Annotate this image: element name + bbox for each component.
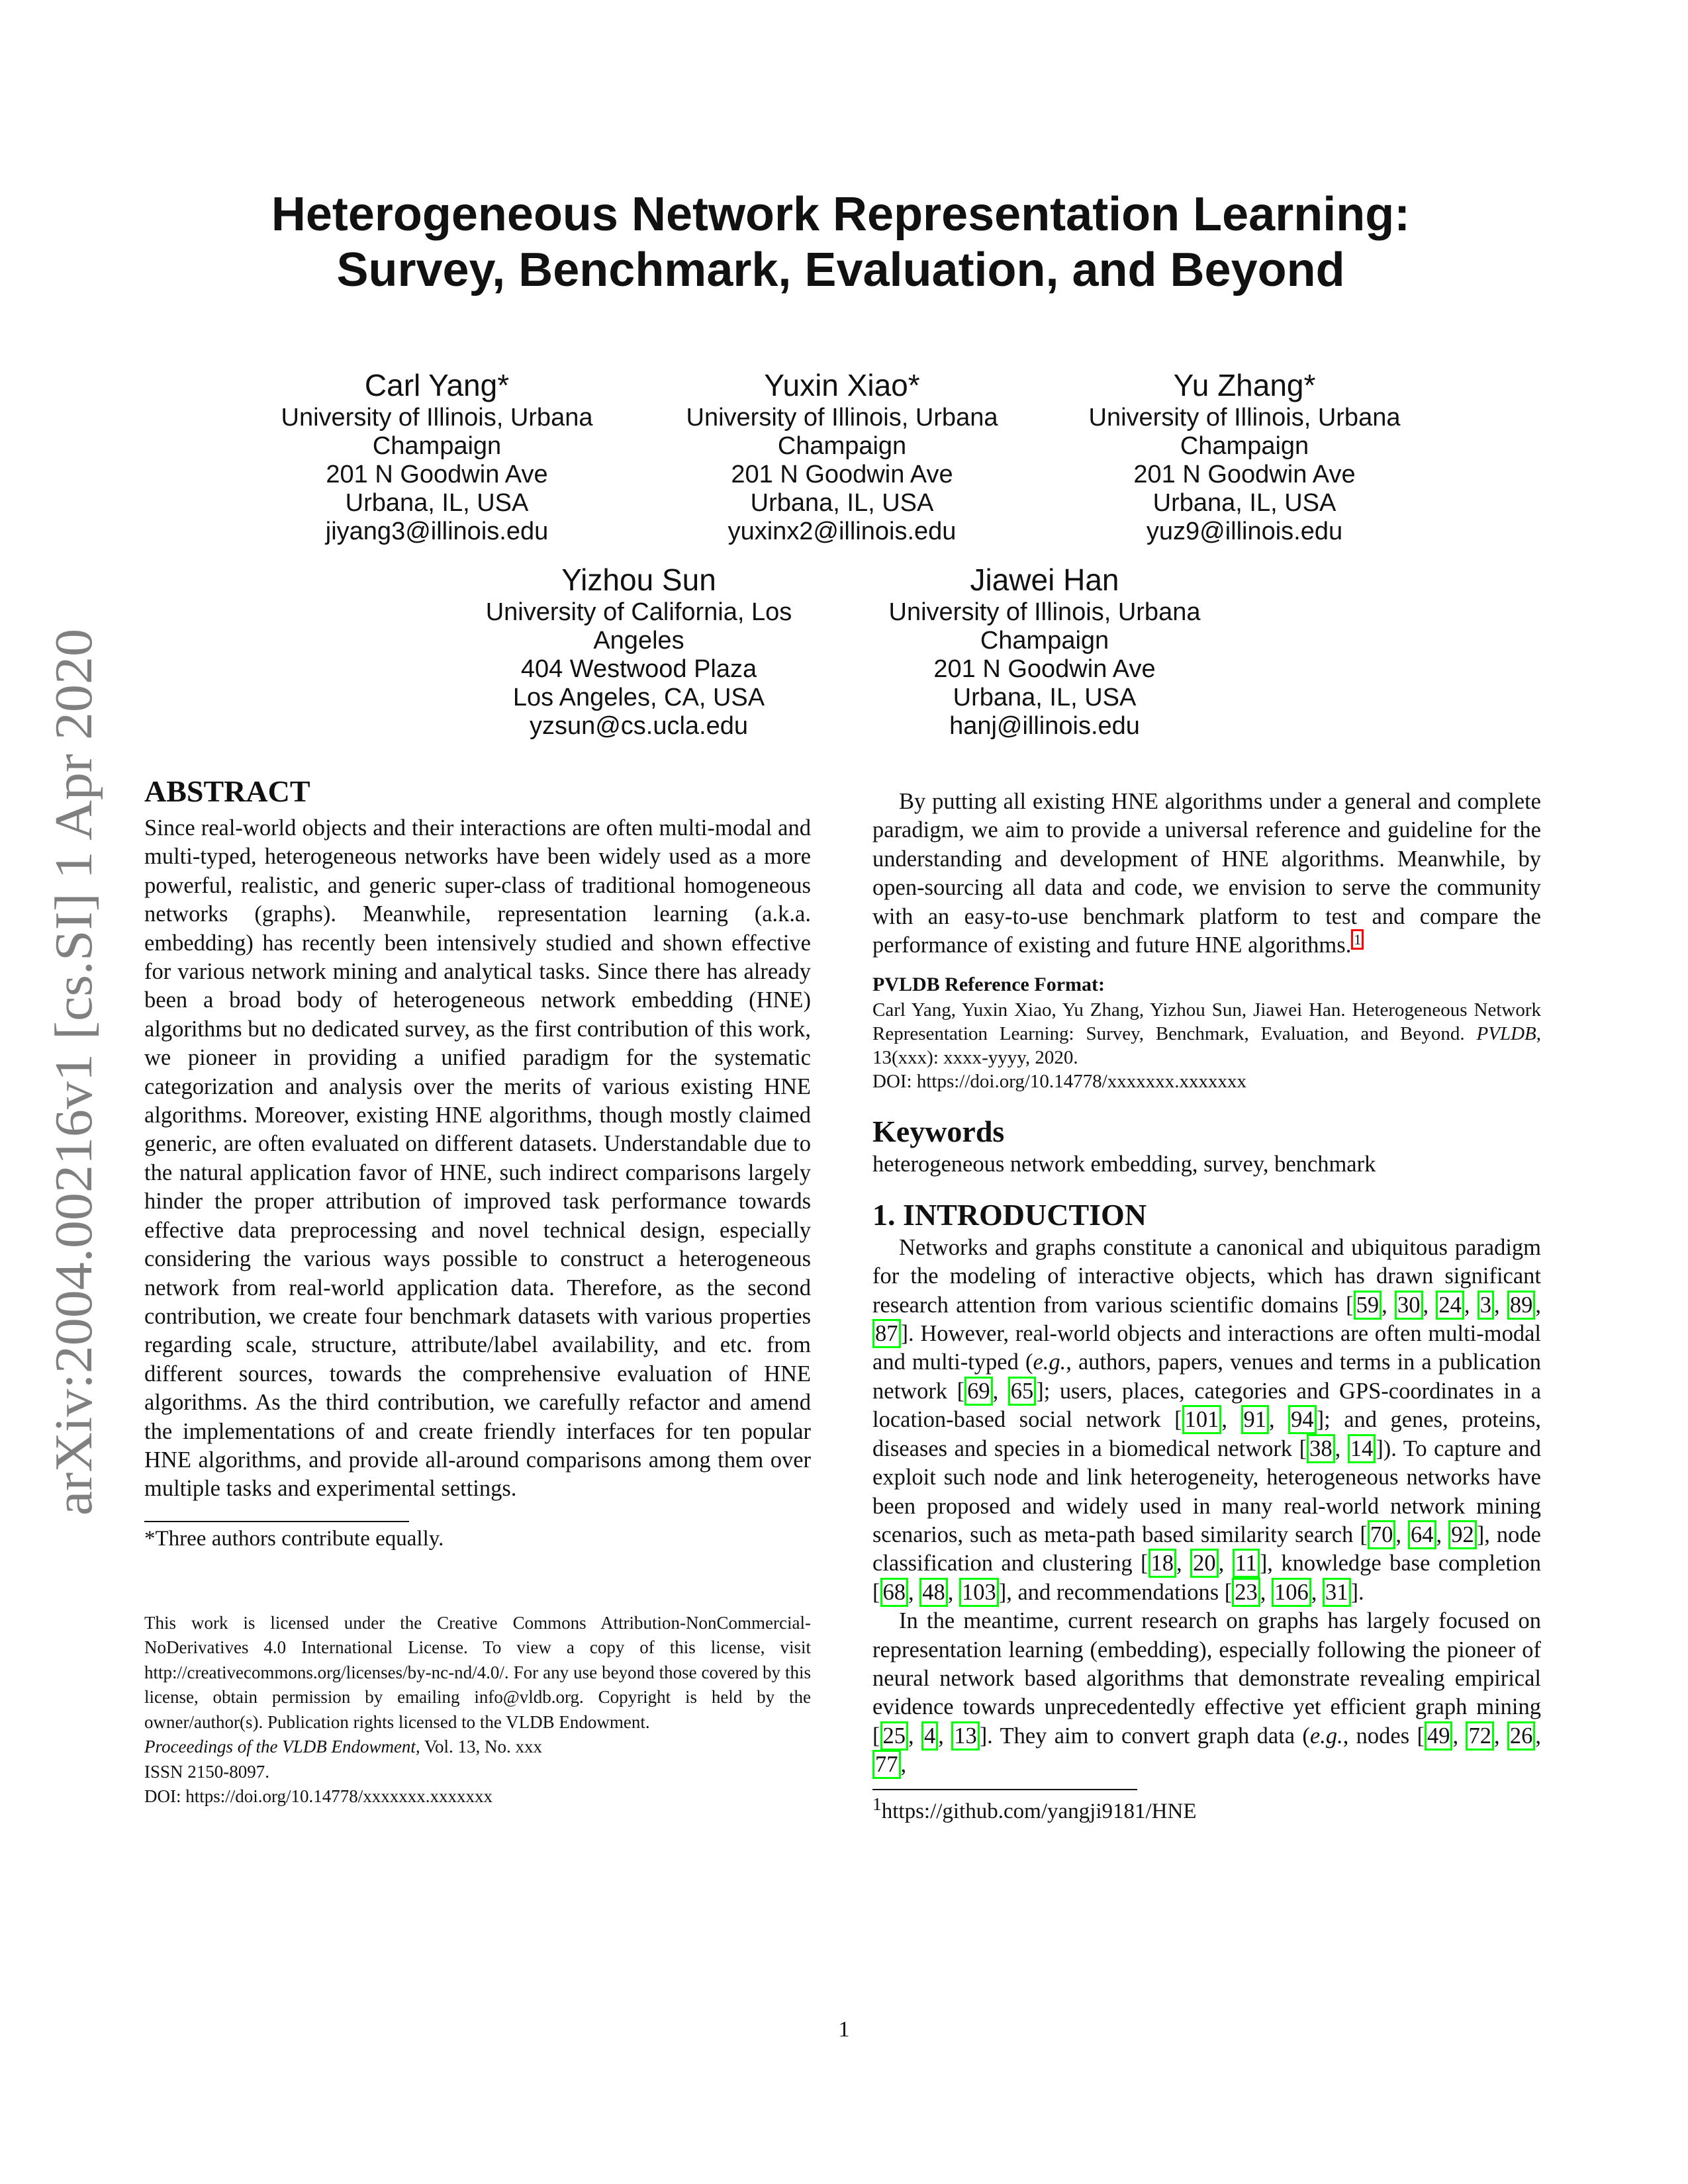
- author-affiliation: University of Illinois, Urbana: [281, 404, 593, 432]
- author-block-2: [670, 367, 1014, 546]
- introduction-heading: 1. INTRODUCTION: [872, 1197, 1147, 1232]
- paragraph-text: ], and recommendations [: [998, 1579, 1233, 1605]
- author-city: Urbana, IL, USA: [1152, 489, 1336, 517]
- paragraph-text: ,: [1494, 1292, 1507, 1318]
- citation-link[interactable]: 26: [1507, 1721, 1536, 1751]
- title-line-1: Heterogeneous Network Representation Learning:: [271, 188, 1411, 241]
- citation-link[interactable]: 20: [1190, 1549, 1219, 1578]
- paragraph-text: ,: [1436, 1522, 1449, 1547]
- page-number: 1: [838, 2017, 850, 2042]
- author-affiliation-cont: Champaign: [1180, 432, 1309, 460]
- author-affiliation: University of Illinois, Urbana: [686, 404, 998, 432]
- italic-text: e.g.: [1033, 1349, 1066, 1375]
- left-column: [144, 773, 811, 1809]
- pvldb-doi[interactable]: DOI: https://doi.org/10.14778/xxxxxxx.xxxxxxx: [872, 1071, 1246, 1093]
- author-affiliation: University of Illinois, Urbana: [888, 598, 1201, 626]
- paragraph-text: ,: [1423, 1292, 1436, 1318]
- paragraph-text: ]; and genes, proteins, diseases and species in a biomedical network [: [872, 1407, 1541, 1461]
- citation-link[interactable]: 72: [1466, 1721, 1494, 1751]
- footnote-rule: [144, 1521, 409, 1522]
- arxiv-stamp-svg: [13, 622, 119, 1522]
- license-doi[interactable]: DOI: https://doi.org/10.14778/xxxxxxx.xxxxxxx: [144, 1786, 493, 1807]
- paragraph-text: ,: [1382, 1292, 1395, 1318]
- abstract-text: Since real-world objects and their interactions are often multi-modal and multi-typed, heterogeneous networks have been widely used as a more powerful, realistic, and generic super-class of traditional homogeneous networks (graphs). Meanwhile, representation learning (a.k.a. embedding) has recently been intensively studied and shown effective for various network mining and analytical tasks. Since there has already been a broad body of heterogeneous network embedding (HNE) algorithms but no dedicated survey, as the first contribution of this work, we pioneer in providing a unified paradigm for the systematic categorization and analysis over the merits of various existing HNE algorithms. Moreover, existing HNE algorithms, though mostly claimed generic, are often evaluated on different datasets. Understandable due to the natural application favor of HNE, such indirect comparisons largely hinder the proper attribution of improved task performance towards effective data preprocessing and novel technical design, especially considering the various ways possible to construct a heterogeneous network from real-world application data. Therefore, as the second contribution, we create four benchmark datasets with various properties regarding scale, structure, attribute/label availability, and etc. from different sources, towards the comprehensive evaluation of HNE algorithms. As the third contribution, we carefully refactor and amend the implementations of and create friendly interfaces for ten popular HNE algorithms, and provide all-around comparisons among them over multiple tasks and experimental settings.: [144, 815, 811, 1502]
- paragraph-text: ,: [1493, 1723, 1507, 1749]
- url-footnote-text[interactable]: https://github.com/yangji9181/HNE: [881, 1799, 1197, 1823]
- pvldb-reference: [872, 998, 1541, 1069]
- author-city: Los Angeles, CA, USA: [512, 684, 765, 711]
- author-email[interactable]: yuxinx2@illinois.edu: [727, 518, 957, 545]
- paragraph-text: ]. They aim to convert graph data (: [979, 1723, 1310, 1749]
- url-footnote: [872, 1790, 1541, 1825]
- author-address: 201 N Goodwin Ave: [1133, 461, 1356, 488]
- citation-link[interactable]: 11: [1233, 1549, 1260, 1578]
- author-affiliation-cont: Angeles: [593, 627, 684, 655]
- introduction-paragraph-1: [872, 1234, 1541, 1607]
- citation-link[interactable]: 70: [1368, 1520, 1396, 1549]
- equal-contribution-footnote: *Three authors contribute equally.: [144, 1526, 444, 1551]
- paragraph-text: ,: [1260, 1579, 1272, 1605]
- proceedings-volume: Vol. 13, No. xxx: [420, 1737, 542, 1757]
- author-name: Yuxin Xiao*: [764, 368, 920, 402]
- citation-link[interactable]: 48: [919, 1578, 948, 1607]
- citation-link[interactable]: 68: [880, 1578, 909, 1607]
- author-address: 201 N Goodwin Ave: [326, 461, 548, 488]
- author-city: Urbana, IL, USA: [345, 489, 529, 517]
- citation-link[interactable]: 18: [1149, 1549, 1177, 1578]
- citation-link[interactable]: 13: [951, 1721, 980, 1751]
- author-address: 201 N Goodwin Ave: [933, 655, 1156, 683]
- intro-paragraph-text: By putting all existing HNE algorithms under a general and complete paradigm, we aim to provide a universal reference and guideline for the understanding and development of HNE algorithms. Meanwhile, by open-sourcing all data and code, we envision to serve the community with an easy-to-use benchmark platform to test and compare the performance of existing and future HNE algorithms.: [872, 789, 1541, 958]
- citation-link[interactable]: 24: [1436, 1291, 1464, 1320]
- paragraph-text: ]; users, places, categories and GPS-coordinates in a location-based social network [: [872, 1378, 1542, 1433]
- issn-line: ISSN 2150-8097.: [144, 1761, 270, 1782]
- citation-link[interactable]: 101: [1182, 1405, 1222, 1434]
- author-email[interactable]: jiyang3@illinois.edu: [325, 518, 549, 545]
- keywords-text: heterogeneous network embedding, survey, benchmark: [872, 1152, 1376, 1177]
- right-column: [872, 788, 1541, 1825]
- author-email[interactable]: hanj@illinois.edu: [949, 712, 1140, 740]
- citation-link[interactable]: 91: [1241, 1405, 1270, 1434]
- paragraph-text: ,: [1269, 1407, 1289, 1433]
- author-affiliation: University of Illinois, Urbana: [1088, 404, 1401, 432]
- intro-paragraph: [872, 788, 1541, 960]
- citation-link[interactable]: 69: [964, 1377, 993, 1406]
- title-line-2: Survey, Benchmark, Evaluation, and Beyond: [336, 244, 1345, 296]
- author-block-3: [1072, 367, 1417, 546]
- paragraph-text: ,: [938, 1723, 952, 1749]
- author-affiliation-cont: Champaign: [777, 432, 907, 460]
- paragraph-text: ,: [908, 1723, 921, 1749]
- paragraph-text: ,: [1535, 1292, 1542, 1318]
- paragraph-text: ]. However, real-world objects and interactions are often multi-modal and multi-typed (: [872, 1321, 1541, 1375]
- citation-link[interactable]: 103: [959, 1578, 999, 1607]
- paragraph-text: Networks and graphs constitute a canonical and ubiquitous paradigm for the modeling of interactive objects, which has drawn significant research attention from various scientific domains [: [872, 1234, 1541, 1318]
- pvldb-heading: PVLDB Reference Format:: [872, 974, 1105, 996]
- paragraph-text: ,: [992, 1378, 1008, 1404]
- citation-link[interactable]: 49: [1425, 1721, 1453, 1751]
- citation-link[interactable]: 3: [1477, 1291, 1494, 1320]
- author-block-1: [265, 367, 609, 546]
- citation-link[interactable]: 23: [1232, 1578, 1260, 1607]
- paragraph-text: ,: [1335, 1435, 1348, 1461]
- paragraph-text: ,: [947, 1579, 959, 1605]
- citation-link[interactable]: 106: [1272, 1578, 1311, 1607]
- paragraph-text: ,: [1218, 1551, 1233, 1576]
- author-address: 404 Westwood Plaza: [520, 655, 757, 683]
- citation-link[interactable]: 25: [880, 1721, 909, 1751]
- paragraph-text: , authors, papers, venues and terms in a publication network [: [872, 1349, 1541, 1404]
- citation-link[interactable]: 14: [1348, 1434, 1376, 1463]
- author-affiliation-cont: Champaign: [372, 432, 502, 460]
- paragraph-text: ,: [1464, 1292, 1477, 1318]
- author-affiliation: University of California, Los: [485, 598, 792, 626]
- author-city: Urbana, IL, USA: [750, 489, 934, 517]
- author-email[interactable]: yuz9@illinois.edu: [1146, 518, 1343, 545]
- paragraph-text: ], node classification and clustering [: [872, 1522, 1541, 1576]
- citation-link[interactable]: 92: [1448, 1520, 1477, 1549]
- citation-link[interactable]: 89: [1507, 1291, 1536, 1320]
- paragraph-text: ,: [1176, 1551, 1191, 1576]
- citation-link[interactable]: 30: [1395, 1291, 1423, 1320]
- proceedings-name: Proceedings of the VLDB Endowment,: [144, 1737, 420, 1757]
- author-city: Urbana, IL, USA: [953, 684, 1137, 711]
- author-address: 201 N Goodwin Ave: [731, 461, 953, 488]
- paragraph-text: , nodes [: [1342, 1723, 1425, 1749]
- paragraph-text: ,: [908, 1579, 920, 1605]
- url-footnote-mark: 1: [872, 1793, 882, 1814]
- paragraph-text: ,: [1452, 1723, 1466, 1749]
- author-name: Jiawei Han: [970, 563, 1119, 597]
- paper-title: [159, 187, 1523, 298]
- arxiv-stamp: [13, 622, 119, 1522]
- pvldb-citation-b: , 13(xxx): xxxx-yyyy, 2020.: [872, 1023, 1541, 1069]
- citation-link[interactable]: 64: [1408, 1520, 1436, 1549]
- paragraph-text: ,: [900, 1752, 907, 1778]
- citation-link[interactable]: 31: [1323, 1578, 1351, 1607]
- paragraph-text: ], knowledge base completion [: [872, 1551, 1541, 1605]
- introduction-paragraph-2: [872, 1607, 1541, 1779]
- citation-link[interactable]: 94: [1288, 1405, 1317, 1434]
- license-text: This work is licensed under the Creative Commons Attribution-NonCommercial-NoDerivatives 4.0 International License. To view a copy of this license, visit http://creativecommons.org/licenses/by-nc-nd/4.0/. For any use beyond those covered by this license, obtain permission by emailing info@vldb.org. Copyright is held by the owner/author(s). Publication rights licensed to the VLDB Endowment.: [144, 1612, 811, 1732]
- author-name: Yu Zhang*: [1173, 368, 1316, 402]
- arxiv-stamp-text: arXiv:2004.00216v1 [cs.SI] 1 Apr 2020: [45, 671, 103, 1516]
- keywords-heading: Keywords: [872, 1115, 1005, 1149]
- citation-link[interactable]: 59: [1354, 1291, 1382, 1320]
- paragraph-text: ,: [1395, 1522, 1409, 1547]
- citation-link[interactable]: 77: [872, 1750, 901, 1779]
- author-block-5: [872, 561, 1217, 741]
- abstract-heading: ABSTRACT: [144, 774, 310, 808]
- footnote-link-1[interactable]: 1: [1351, 929, 1364, 950]
- pvldb-citation-a: Carl Yang, Yuxin Xiao, Yu Zhang, Yizhou Sun, Jiawei Han. Heterogeneous Network Representation Learning: Survey, Benchmark, Evaluation, and Beyond.: [872, 999, 1541, 1045]
- paragraph-text: ,: [1311, 1579, 1323, 1605]
- paragraph-text: ]). To capture and exploit such node and link heterogeneity, heterogeneous networks have been proposed and widely used in many real-world network mining scenarios, such as meta-path based similarity search [: [872, 1435, 1541, 1547]
- author-name: Yizhou Sun: [561, 563, 716, 597]
- citation-link[interactable]: 65: [1008, 1377, 1037, 1406]
- author-affiliation-cont: Champaign: [980, 627, 1109, 655]
- citation-link[interactable]: 87: [872, 1319, 901, 1348]
- paragraph-text: ,: [1221, 1407, 1241, 1433]
- license-block: [144, 1611, 811, 1809]
- italic-text: e.g.: [1309, 1723, 1343, 1749]
- paragraph-text: ].: [1350, 1579, 1364, 1605]
- pvldb-venue: PVLDB: [1476, 1023, 1536, 1045]
- proceedings-line: [144, 1735, 811, 1760]
- author-block-4: [467, 561, 811, 741]
- citation-link[interactable]: 38: [1307, 1434, 1335, 1463]
- citation-link[interactable]: 4: [921, 1721, 938, 1751]
- paragraph-text: ,: [1535, 1723, 1542, 1749]
- author-email[interactable]: yzsun@cs.ucla.edu: [529, 712, 749, 740]
- author-name: Carl Yang*: [364, 368, 510, 402]
- paragraph-text: In the meantime, current research on graphs has largely focused on representation learning (embedding), especially following the pioneer of neural network based algorithms that demonstrate revealing empirical evidence towards unprecedentedly effective yet efficient graph mining [: [872, 1608, 1541, 1749]
